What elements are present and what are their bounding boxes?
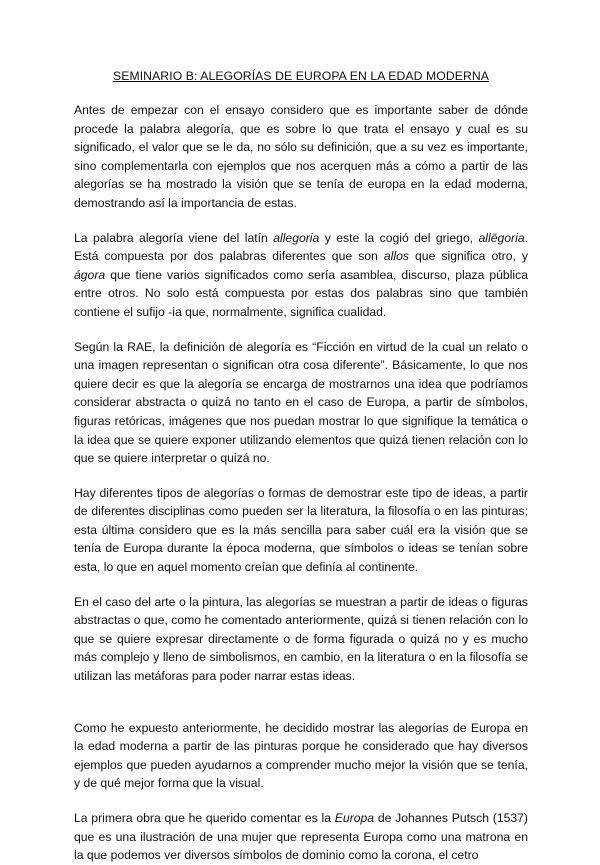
text-span: La palabra alegoría viene del latín xyxy=(74,230,274,245)
greek-root-agora: ágora xyxy=(74,267,106,282)
artwork-title: Europa xyxy=(334,811,375,825)
text-span: . Está compuesta por dos palabras diferentes que son xyxy=(74,230,528,264)
paragraph-first-work xyxy=(74,809,528,865)
text-span: que tiene varios significados como sería asamblea, discurso, plaza pública entre otros. No solo está compuesta por estas dos palabras sino que también contiene el sufijo -ia que, normalmente, significa cualidad. xyxy=(74,267,528,319)
paragraph-types: Hay diferentes tipos de alegorías o formas de demostrar este tipo de ideas, a partir de diferentes disciplinas como pueden ser la literatura, la filosofía o en las pinturas; esta última considero que es la más sencilla para saber cuál era la visión que se tenía de Europa durante la época moderna, que símbolos o ideas se tenían sobre esta, lo que en aquel momento creían que definía al continente. xyxy=(74,485,528,575)
spacer xyxy=(74,702,528,719)
document-page xyxy=(74,68,528,865)
paragraph-etymology xyxy=(74,229,528,322)
greek-term: allēgoria xyxy=(478,230,525,245)
text-span: y este la cogió del griego, xyxy=(319,230,479,245)
paragraph-intro: Antes de empezar con el ensayo considero que es importante saber de dónde procede la palabra alegoría, que es sobre lo que trata el ensayo y cual es su significado, el valor que se le da, no sólo su definición, que a su vez es importante, sino complementarla con ejemplos que nos acerquen más a cómo a partir de las alegorías se ha mostrado la visión que se tenía de europa en la edad moderna, demostrando así la importancia de estas. xyxy=(74,103,528,210)
paragraph-method: Como he expuesto anteriormente, he decidido mostrar las alegorías de Europa en la edad moderna a partir de las pinturas porque he considerado que hay diversos ejemplos que pueden ayudarnos a comprender mucho mejor la visión que se tenía, y de qué mejor forma que la visual. xyxy=(74,720,528,791)
text-span: que significa otro, y xyxy=(408,249,528,264)
text-span: de Johannes Putsch (1537) que es una ilustración de una mujer que representa Europa como una matrona en la que podemos ver diversos símbolos de dominio como la corona, el cetro xyxy=(74,811,528,863)
latin-term: allegoria xyxy=(273,230,320,245)
paragraph-rae-definition: Según la RAE, la definición de alegoría es “Ficción en virtud de la cual un relato o una imagen representan o significan otra cosa diferente”. Básicamente, lo que nos quiere decir es que la alegoría se encarga de mostrarnos una idea que podríamos considerar abstracta o quizá no tanto en el caso de Europa, a partir de símbolos, figuras retóricas, imágenes que nos puedan mostrar lo que signifique la temática o la idea que se quiere exponer utilizando elementos que quizá tienen relación con lo que se quiere interpretar o quizá no. xyxy=(74,339,528,466)
text-span: La primera obra que he querido comentar es la xyxy=(74,811,335,825)
greek-root-allos: allos xyxy=(383,249,409,264)
document-title: SEMINARIO B: ALEGORÍAS DE EUROPA EN LA EDAD MODERNA xyxy=(112,69,489,83)
paragraph-art: En el caso del arte o la pintura, las alegorías se muestran a partir de ideas o figuras abstractas o que, como he comentado anteriormente, quizá si tienen relación con lo que se quiere expresar directamente o de forma figurada o quizá no y es mucho más complejo y lleno de simbolismos, en cambio, en la literatura o en la filosofía se utilizan las metáforas para poder narrar estas ideas. xyxy=(74,594,528,684)
